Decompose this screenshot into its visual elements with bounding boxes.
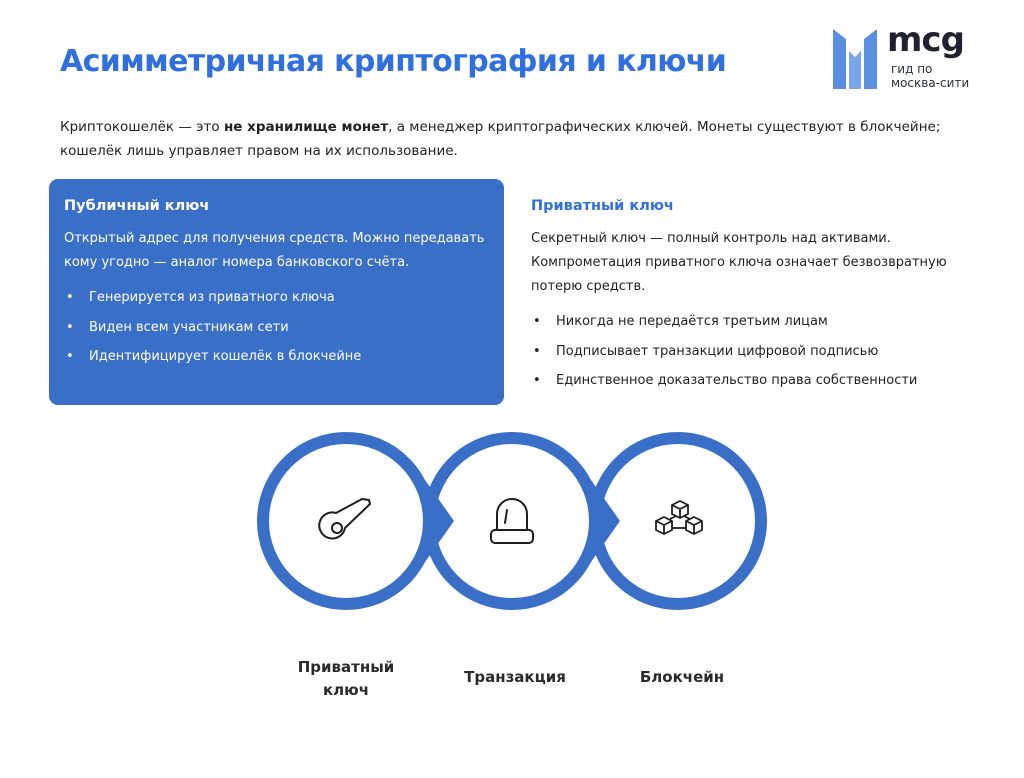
step-label-line1: Блокчейн [639, 668, 725, 686]
ring-private-key [263, 438, 429, 604]
list-item-text: Генерируется из приватного ключа [89, 290, 335, 305]
list-item [64, 283, 489, 313]
step-label-private-key [271, 656, 421, 702]
private-key-description: Секретный ключ — полный контроль над активами. Компрометация приватного ключа означает безвозвратную потерю средств. [531, 231, 947, 294]
logo-wordmark: mcg [887, 20, 964, 60]
list-item-text: Идентифицирует кошелёк в блокчейне [89, 349, 362, 364]
step-label-blockchain [607, 666, 757, 689]
ring-transaction [429, 438, 595, 604]
intro-paragraph [60, 115, 960, 163]
page-title: Асимметричная криптография и ключи [60, 44, 727, 79]
public-key-description: Открытый адрес для получения средств. Можно передавать кому угодно — аналог номера банковского счёта. [64, 231, 485, 270]
ring-blockchain [595, 438, 761, 604]
public-key-card [49, 179, 504, 405]
list-item-text: Виден всем участникам сети [89, 319, 289, 335]
private-key-card [516, 179, 976, 405]
list-item [64, 342, 489, 372]
step-label-transaction [440, 666, 590, 689]
bullet-icon: • [533, 373, 541, 388]
bullet-icon: • [66, 290, 74, 305]
intro-emphasis: не хранилище монет [223, 119, 389, 135]
step-label-line1: Приватный [297, 658, 395, 676]
siren-icon [491, 499, 533, 543]
step-label-line2: ключ [322, 681, 370, 699]
list-item-text: Никогда не передаётся третьим лицам [556, 314, 828, 329]
list-item-text: Подписывает транзакции цифровой подписью [556, 343, 879, 359]
list-item [531, 366, 961, 396]
logo-subtitle-line2: москва-сити [891, 76, 970, 90]
list-item-text: Единственное доказательство права собственности [556, 373, 918, 388]
private-key-bullets [531, 307, 961, 396]
step-label-line1: Транзакция [464, 668, 566, 686]
intro-text-start: Криптокошелёк — это [60, 119, 224, 135]
bullet-icon: • [66, 319, 74, 335]
blocks-icon [656, 501, 702, 534]
public-key-bullets [64, 283, 489, 372]
intro-text-end: , а менеджер криптографических ключей. Монеты существуют в блокчейне; кошелёк лишь управляет правом на их использование. [60, 119, 941, 159]
list-item [531, 337, 961, 367]
logo-subtitle [891, 62, 969, 90]
arrow-right-icon [425, 480, 454, 562]
private-key-title: Приватный ключ [531, 198, 674, 214]
bullet-icon: • [533, 343, 541, 359]
list-item [531, 307, 961, 337]
logo-mark-icon [833, 29, 877, 89]
bullet-icon: • [66, 349, 74, 364]
list-item [64, 313, 489, 343]
logo-subtitle-line1: гид по [891, 62, 933, 76]
arrow-right-icon [591, 480, 620, 562]
logo [833, 20, 983, 91]
key-icon [319, 499, 370, 538]
bullet-icon: • [533, 314, 541, 329]
public-key-title: Публичный ключ [64, 198, 210, 214]
